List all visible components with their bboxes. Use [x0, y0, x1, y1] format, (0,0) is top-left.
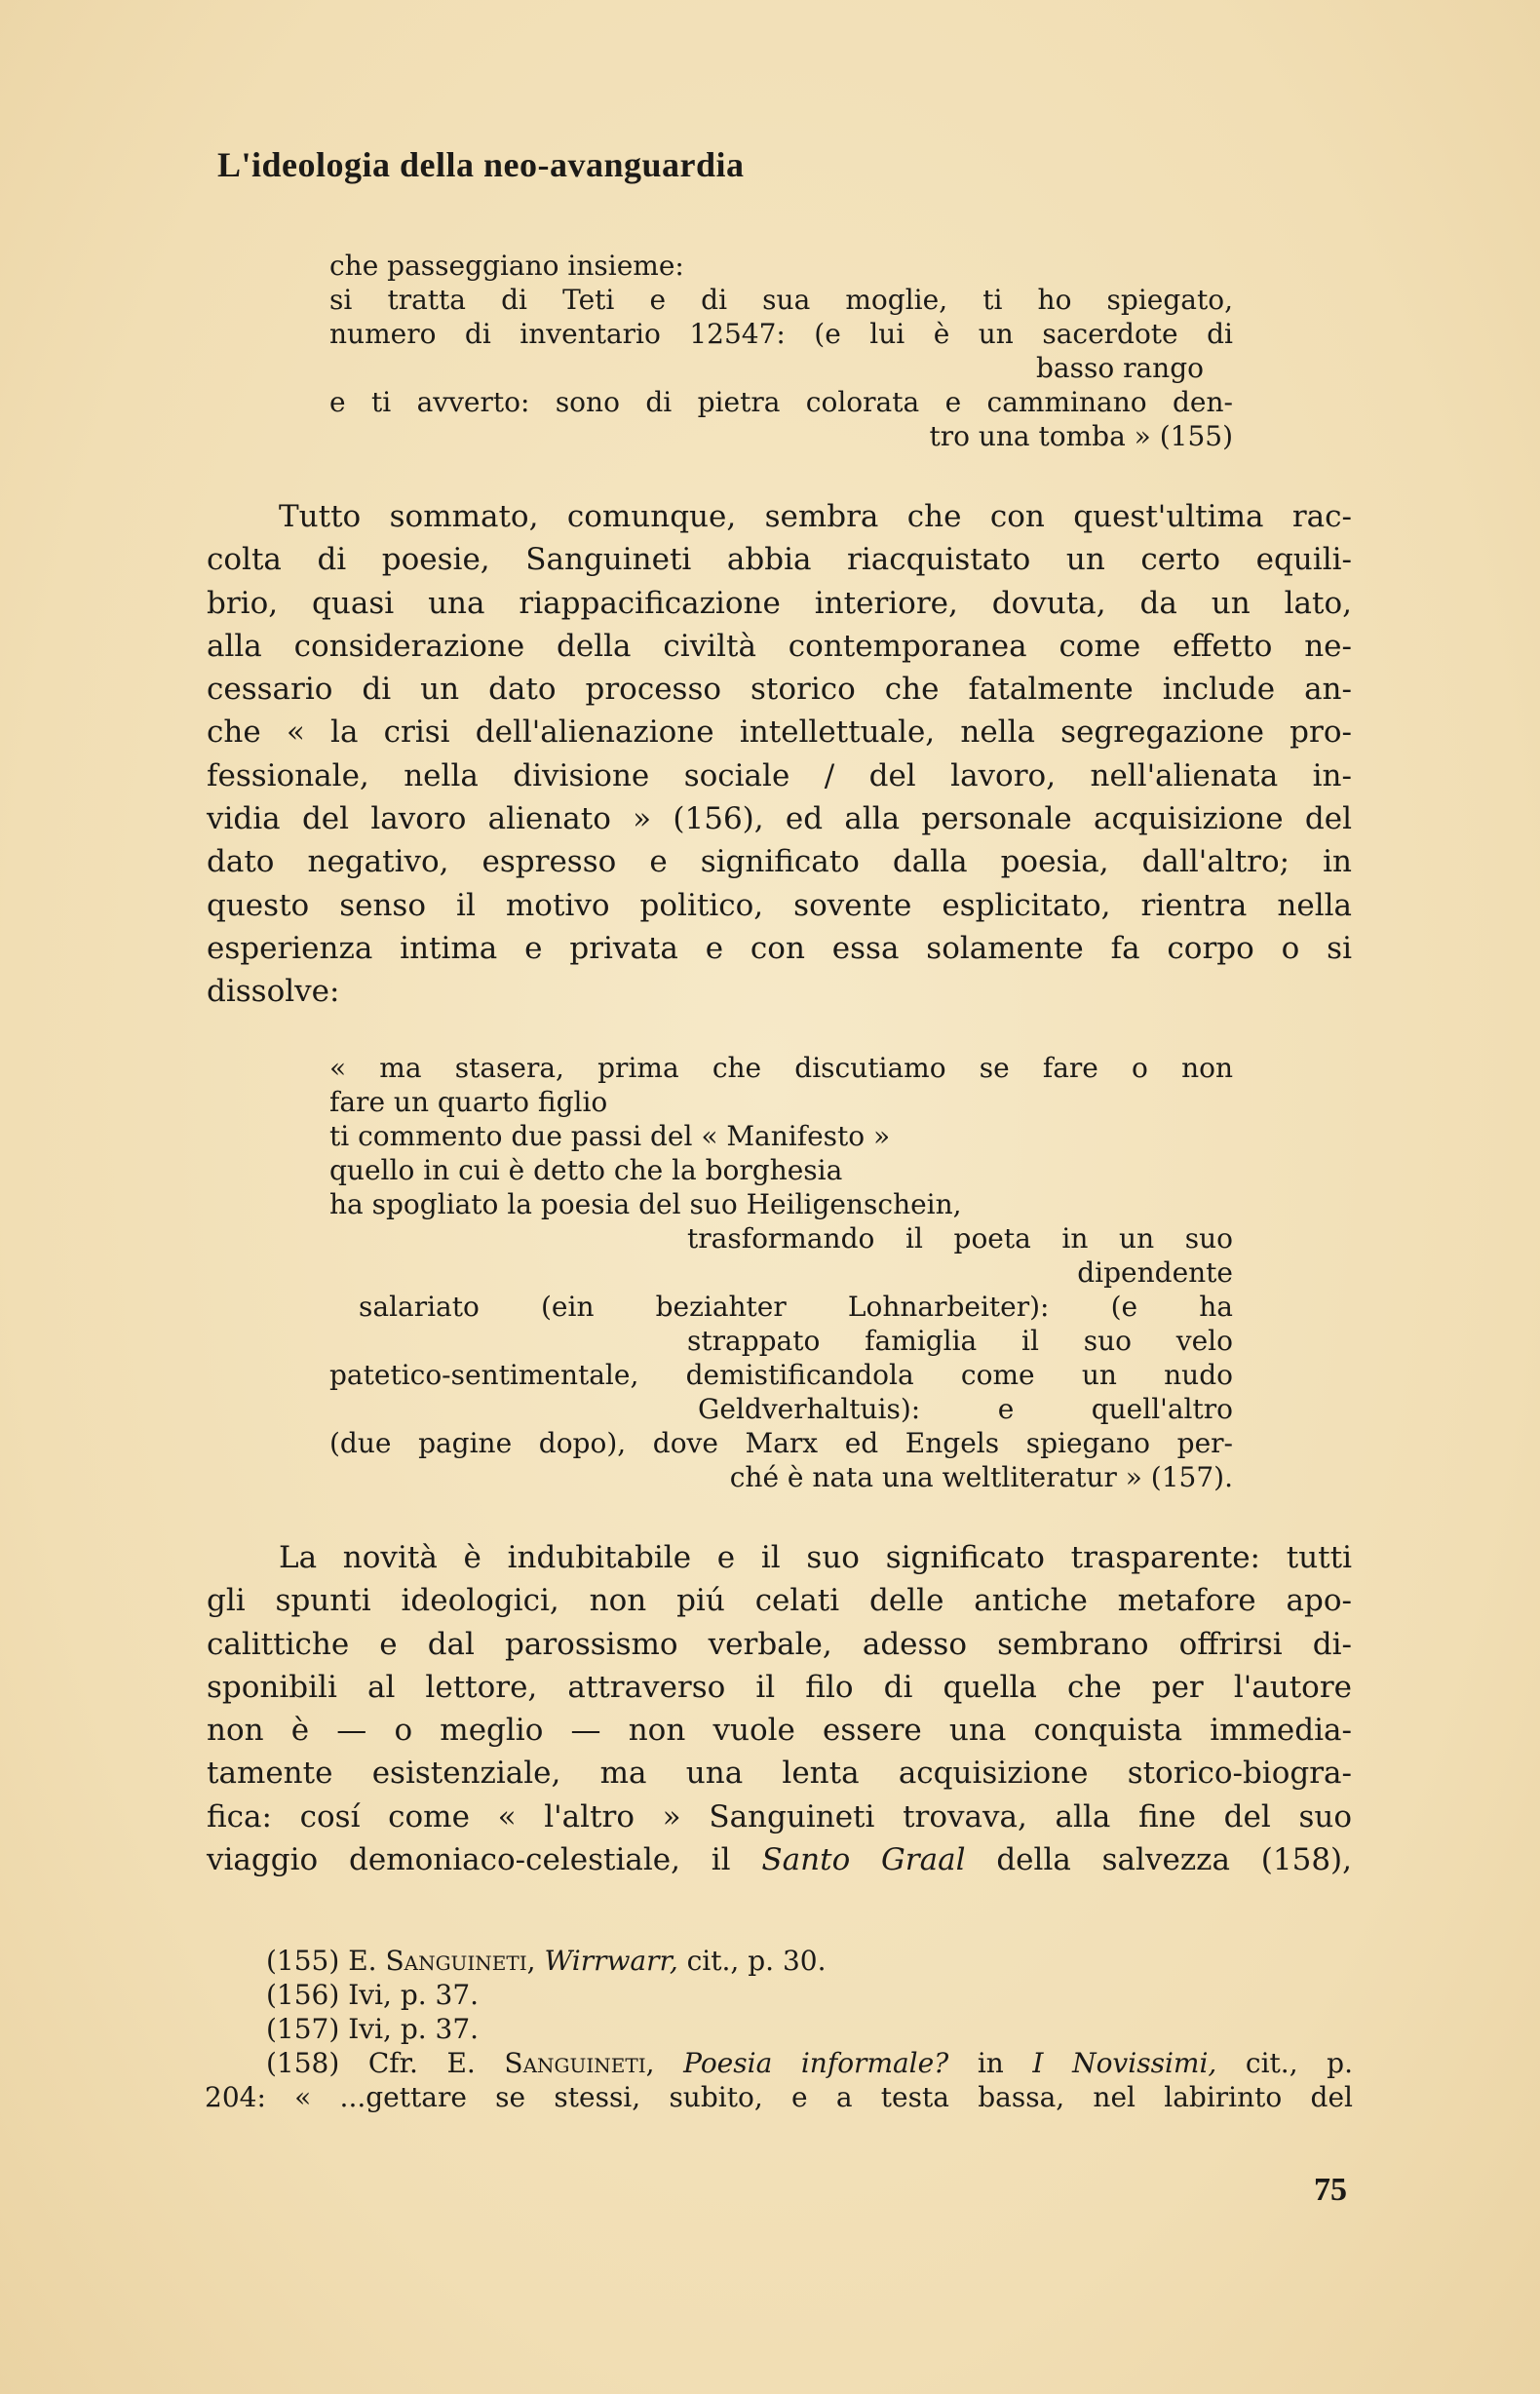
text-line: La novità è indubitabile e il suo significato trasparente: tutti	[279, 1540, 1352, 1575]
running-head: L'ideologia della neo-avanguardia	[217, 145, 745, 184]
text-line: gli spunti ideologici, non piú celati delle antiche metafore apo-	[207, 1583, 1352, 1619]
text-line: fessionale, nella divisione sociale / del lavoro, nell'alienata in-	[207, 757, 1352, 793]
footnote-156: (156) Ivi, p. 37.	[266, 1979, 480, 2011]
verse-line: numero di inventario 12547: (e lui è un sacerdote di	[329, 318, 1233, 350]
footnote-text: cit., p.	[1245, 2047, 1354, 2079]
paragraph-1	[207, 495, 1352, 1014]
verse-line: ha spogliato la poesia del suo Heiligenschein,	[329, 1188, 962, 1220]
footnote-number: (155) E.	[266, 1945, 377, 1977]
verse-line: Geldverhaltuis): e quell'altro	[698, 1393, 1233, 1425]
text-line: calittiche e dal parossismo verbale, adesso sembrano offrirsi di-	[207, 1626, 1352, 1662]
verse-quote-2	[329, 1051, 1233, 1494]
text-line: Tutto sommato, comunque, sembra che con quest'ultima rac-	[279, 499, 1352, 534]
text-line: sponibili al lettore, attraverso il filo di quella che per l'autore	[207, 1669, 1352, 1705]
text-line: esperienza intima e privata e con essa solamente fa corpo o si	[207, 930, 1352, 966]
paragraph-2	[207, 1536, 1352, 1881]
page-number: 75	[1314, 2172, 1347, 2208]
verse-line: (due pagine dopo), dove Marx ed Engels spiegano per-	[329, 1427, 1233, 1459]
text-line: dato negativo, espresso e significato dalla poesia, dall'altro; in	[207, 844, 1352, 880]
text-segment: della salvezza (158),	[965, 1842, 1352, 1878]
footnote-author: Sanguineti,	[385, 1945, 536, 1977]
footnote-title: Wirrwarr,	[544, 1945, 678, 1977]
footnotes	[205, 1944, 1353, 2114]
verse-line: che passeggiano insieme:	[329, 250, 684, 282]
text-segment: viaggio demoniaco-celestiale, il	[207, 1842, 762, 1878]
text-line: che « la crisi dell'alienazione intellettuale, nella segregazione pro-	[207, 714, 1352, 751]
text-line: alla considerazione della civiltà contemporanea come effetto ne-	[207, 628, 1352, 664]
verse-line: trasformando il poeta in un suo	[687, 1222, 1233, 1255]
verse-line: e ti avverto: sono di pietra colorata e camminano den-	[329, 386, 1233, 418]
footnote-158-cont: 204: « ...gettare se stessi, subito, e a testa bassa, nel labirinto del	[205, 2081, 1353, 2113]
text-line: non è — o meglio — non vuole essere una conquista immedia-	[207, 1713, 1352, 1749]
text-line: cessario di un dato processo storico che fatalmente include an-	[207, 672, 1352, 708]
footnote-book: I Novissimi,	[1032, 2047, 1217, 2079]
footnote-155	[205, 1944, 1353, 1978]
verse-line: si tratta di Teti e di sua moglie, ti ho spiegato,	[329, 284, 1233, 316]
verse-line: ché è nata una weltliteratur » (157).	[729, 1461, 1233, 1493]
italic-title: Santo Graal	[761, 1842, 966, 1878]
verse-line: quello in cui è detto che la borghesia	[329, 1154, 843, 1186]
verse-line: fare un quarto figlio	[329, 1086, 608, 1118]
text-line: brio, quasi una riappacificazione interiore, dovuta, da un lato,	[207, 585, 1352, 621]
verse-line: patetico-sentimentale, demistificandola come un nudo	[329, 1359, 1233, 1391]
footnote-title: Poesia informale?	[683, 2047, 949, 2079]
verse-quote-1	[329, 249, 1233, 453]
text-line: vidia del lavoro alienato » (156), ed alla personale acquisizione del	[207, 801, 1352, 837]
footnote-158	[205, 2046, 1353, 2080]
footnote-number: (158) Cfr. E.	[266, 2047, 476, 2079]
text-line: colta di poesie, Sanguineti abbia riacquistato un certo equili-	[207, 542, 1352, 578]
verse-line: « ma stasera, prima che discutiamo se fare o non	[329, 1052, 1233, 1084]
text-line: fica: cosí come « l'altro » Sanguineti trovava, alla fine del suo	[207, 1798, 1352, 1834]
text-line: tamente esistenziale, ma una lenta acquisizione storico-biogra-	[207, 1756, 1352, 1792]
text-line: questo senso il motivo politico, sovente esplicitato, rientra nella	[207, 887, 1352, 923]
verse-line: ti commento due passi del « Manifesto »	[329, 1120, 891, 1152]
footnote-157: (157) Ivi, p. 37.	[266, 2013, 480, 2045]
text-line: dissolve:	[207, 974, 340, 1010]
verse-line: strappato famiglia il suo velo	[687, 1325, 1233, 1357]
footnote-author: Sanguineti,	[504, 2047, 655, 2079]
verse-line: basso rango	[1035, 352, 1204, 384]
verse-line: tro una tomba » (155)	[929, 420, 1233, 452]
verse-line: salariato (ein beziahter Lohnarbeiter): (e ha	[359, 1291, 1233, 1323]
verse-line: dipendente	[1077, 1256, 1233, 1289]
footnote-text: cit., p. 30.	[686, 1945, 827, 1977]
text-line	[207, 1838, 1352, 1881]
footnote-text: in	[977, 2047, 1004, 2079]
